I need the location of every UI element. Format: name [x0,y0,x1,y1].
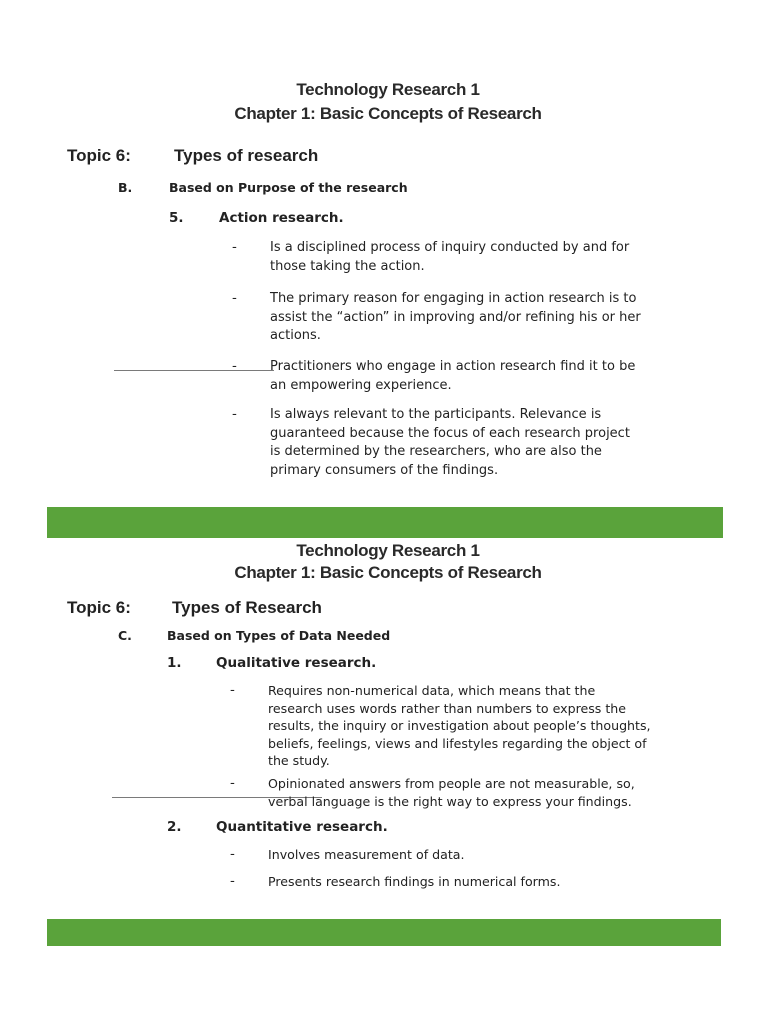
topic-label: Topic 6: [67,146,131,165]
bullet-text: The primary reason for engaging in action research is to assist the “action” in improving and/or refining his or her actions. [270,291,641,343]
item-title: Quantitative research. [216,819,388,835]
bullet-dash: - [232,358,237,374]
slide-title-line2: Chapter 1: Basic Concepts of Research [234,563,542,582]
bullet-dash: - [232,290,237,306]
slide-title-line2: Chapter 1: Basic Concepts of Research [234,104,542,123]
bullet-dash: - [232,239,237,255]
slide-footer-band [47,507,723,538]
slide-title-line1: Technology Research 1 [296,541,480,560]
item-title: Qualitative research. [216,655,377,671]
section-label: B. [118,180,133,195]
item-number: 2. [167,819,182,835]
bullet-dash: - [230,775,235,791]
bullet-text: Practitioners who engage in action research find it to be an empowering experience. [270,359,636,393]
divider-line [114,370,274,371]
topic-name: Types of Research [172,598,322,617]
bullet-text: Presents research findings in numerical forms. [268,874,561,889]
bullet-dash: - [230,846,235,862]
bullet-dash: - [230,682,235,698]
topic-label: Topic 6: [67,598,131,617]
bullet-text: Involves measurement of data. [268,847,465,862]
bullet-text: Is always relevant to the participants. Relevance is guaranteed because the focus of each research project is determined by the researchers, who are also the primary consumers of the findings. [270,407,630,478]
item-number: 5. [169,210,184,226]
bullet-text: Requires non-numerical data, which means that the research uses words rather than numbers to express the results, the inquiry or investigation about people’s thoughts, beliefs, feelings, views and lifestyles regarding the object of the study. [268,683,651,768]
slide-footer-band [47,919,721,946]
topic-name: Types of research [174,146,319,165]
section-text: Based on Purpose of the research [169,180,408,195]
bullet-text: Opinionated answers from people are not measurable, so, verbal language is the right way to express your findings. [268,776,635,809]
bullet-dash: - [230,873,235,889]
item-number: 1. [167,655,182,671]
slide-title-line1: Technology Research 1 [296,80,480,99]
bullet-text: Is a disciplined process of inquiry conducted by and for those taking the action. [270,240,630,274]
section-text: Based on Types of Data Needed [167,628,391,643]
bullet-dash: - [232,406,237,422]
item-title: Action research. [219,210,344,226]
section-label: C. [118,628,132,643]
